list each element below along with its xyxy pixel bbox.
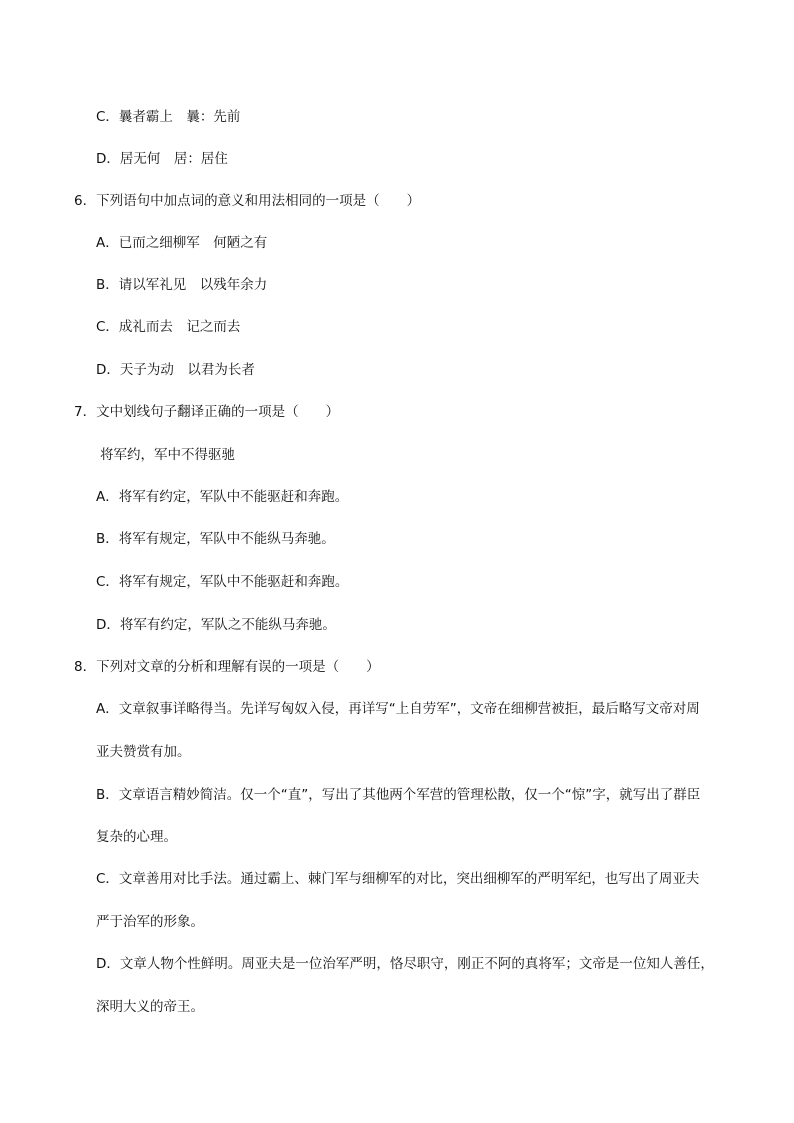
q7-option-c: C．将军有规定，军队中不能驱赶和奔跑。 (96, 574, 349, 590)
q5-option-c: C．曩者霸上 曩：先前 (96, 109, 241, 125)
q8-option-d-line1: D．文章人物个性鲜明。周亚夫是一位治军严明，恪尽职守，刚正不阿的真将军；文帝是一位知人善任， (96, 956, 714, 972)
q6-stem: 6．下列语句中加点词的意义和用法相同的一项是（ ） (74, 193, 421, 209)
q6-option-b: B．请以军礼见 以残年余力 (96, 277, 268, 293)
q8-option-a-line2: 亚夫赞赏有加。 (96, 744, 191, 760)
q8-option-c-line1: C．文章善用对比手法。通过霸上、棘门军与细柳军的对比，突出细柳军的严明军纪，也写出了周亚夫 (96, 871, 700, 887)
q6-option-a: A．已而之细柳军 何陋之有 (96, 235, 268, 251)
q6-option-d: D．天子为动 以君为长者 (96, 362, 255, 378)
q7-option-b: B．将军有规定，军队中不能纵马奔驰。 (96, 531, 335, 547)
q8-option-c-line2: 严于治军的形象。 (96, 914, 204, 930)
q6-option-c: C．成礼而去 记之而去 (96, 319, 241, 335)
q8-stem: 8．下列对文章的分析和理解有误的一项是（ ） (74, 659, 380, 675)
q5-option-d: D．居无何 居：居住 (96, 151, 228, 167)
q7-option-d: D．将军有约定，军队之不能纵马奔驰。 (96, 617, 336, 633)
q8-option-a-line1: A．文章叙事详略得当。先详写匈奴入侵，再详写“上自劳军”，文帝在细柳营被拒，最后略写文帝对周 (96, 701, 700, 717)
q8-option-b-line1: B．文章语言精妙简洁。仅一个“直”，写出了其他两个军营的管理松散，仅一个“惊”字，就写出了群臣 (96, 787, 701, 803)
q8-option-b-line2: 复杂的心理。 (96, 829, 177, 845)
q8-option-d-line2: 深明大义的帝王。 (96, 999, 204, 1015)
q7-quote: 将军约，军中不得驱驰 (100, 447, 235, 463)
q7-stem: 7．文中划线句子翻译正确的一项是（ ） (74, 404, 340, 420)
q7-option-a: A．将军有约定，军队中不能驱赶和奔跑。 (96, 489, 349, 505)
